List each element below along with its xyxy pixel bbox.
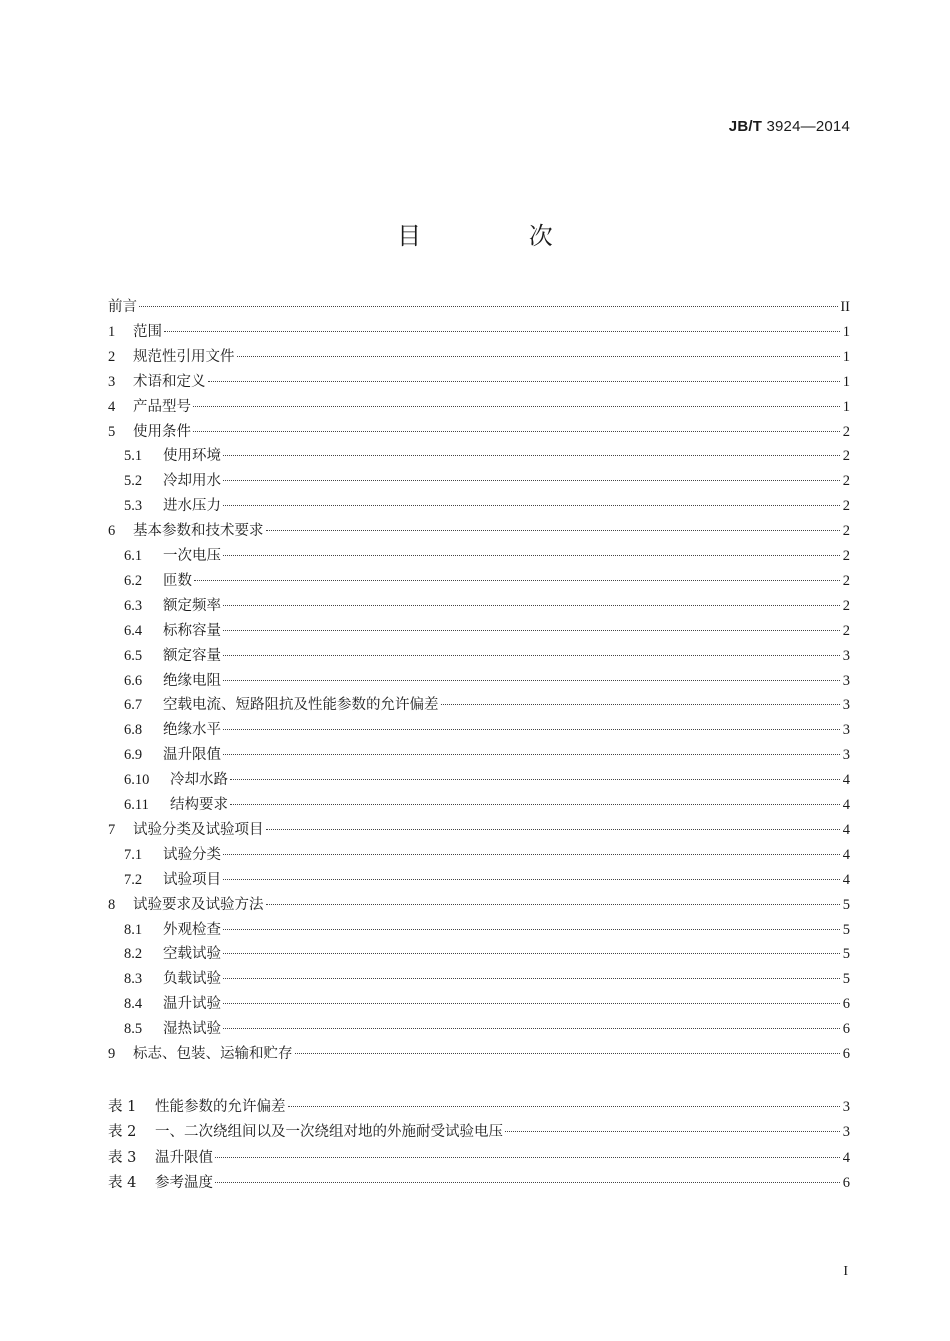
toc-entry[interactable] bbox=[108, 421, 850, 443]
toc-entry-label: 标志、包装、运输和贮存 bbox=[133, 1046, 293, 1062]
toc-entry-number: 6 bbox=[108, 523, 116, 540]
toc-entry-label: 试验要求及试验方法 bbox=[133, 896, 264, 913]
dot-leader bbox=[223, 977, 840, 979]
toc-entry-page: 4 bbox=[842, 772, 850, 789]
dot-leader bbox=[230, 778, 840, 780]
toc-entry-page: 1 bbox=[842, 398, 850, 415]
toc-entry-label: 进水压力 bbox=[163, 498, 221, 515]
toc-entry[interactable] bbox=[108, 296, 850, 318]
toc-entry-page: 2 bbox=[842, 448, 850, 465]
dot-leader bbox=[223, 654, 840, 656]
toc-entry[interactable] bbox=[108, 869, 850, 891]
toc-entry-label: 空载电流、短路阻抗及性能参数的允许偏差 bbox=[163, 697, 439, 714]
toc-entry[interactable] bbox=[108, 919, 850, 941]
toc-entry[interactable] bbox=[108, 1147, 850, 1169]
toc-entry-number: 6.3 bbox=[124, 597, 143, 614]
toc-entry-page: 3 bbox=[842, 747, 850, 764]
toc-entry-label: 试验分类 bbox=[163, 846, 221, 863]
dot-leader bbox=[215, 1181, 840, 1183]
toc-entry-number: 6.8 bbox=[124, 722, 143, 739]
toc-entry-page: 3 bbox=[842, 647, 850, 664]
toc-entry[interactable] bbox=[108, 321, 850, 343]
toc-entry[interactable] bbox=[108, 744, 850, 766]
toc-entry-number: 6.2 bbox=[124, 572, 143, 589]
toc-entry[interactable] bbox=[108, 1096, 850, 1118]
dot-leader bbox=[223, 454, 840, 456]
toc-entry-number: 7 bbox=[108, 821, 116, 838]
dot-leader bbox=[223, 878, 840, 880]
toc-entry[interactable] bbox=[108, 844, 850, 866]
toc-entry[interactable] bbox=[108, 943, 850, 965]
toc-entry-number: 6.5 bbox=[124, 647, 143, 664]
page-folio: I bbox=[843, 1264, 848, 1279]
dot-leader bbox=[266, 828, 841, 830]
dot-leader bbox=[193, 405, 840, 407]
toc-entry-label: 试验项目 bbox=[163, 871, 221, 888]
toc-entry-label: 一、二次绕组间以及一次绕组对地的外施耐受试验电压 bbox=[155, 1124, 503, 1141]
toc-entry[interactable] bbox=[108, 346, 850, 368]
toc-entry-number: 5.1 bbox=[124, 448, 143, 465]
toc-entry-number: 6.11 bbox=[124, 797, 149, 813]
toc-entry-page: 6 bbox=[842, 996, 850, 1013]
toc-entry-page: 3 bbox=[842, 697, 850, 714]
toc-entry-number: 6.1 bbox=[124, 548, 143, 564]
toc-entry-label: 绝缘电阻 bbox=[163, 672, 221, 689]
toc-entry-label: 湿热试验 bbox=[163, 1021, 221, 1038]
toc-entry-number: 8.3 bbox=[124, 971, 143, 988]
dot-leader bbox=[164, 330, 840, 332]
toc-entry[interactable] bbox=[108, 595, 850, 617]
toc-entry-number: 8 bbox=[108, 896, 116, 913]
dot-leader bbox=[230, 803, 840, 805]
dot-leader bbox=[295, 1052, 841, 1054]
toc-entry-page: 6 bbox=[842, 1021, 850, 1038]
toc-entry[interactable] bbox=[108, 1121, 850, 1143]
dot-leader bbox=[237, 355, 841, 357]
toc-entry-page: II bbox=[840, 299, 850, 315]
dot-leader bbox=[223, 604, 840, 606]
toc-entry-page: 2 bbox=[842, 423, 850, 440]
toc-entry-number: 8.1 bbox=[124, 921, 143, 938]
toc-entry[interactable] bbox=[108, 719, 850, 741]
toc-entry-number: 5.2 bbox=[124, 473, 143, 490]
toc-entry-label: 空载试验 bbox=[163, 946, 221, 963]
dot-leader bbox=[223, 679, 840, 681]
toc-entry-number: 表 4 bbox=[108, 1174, 137, 1191]
dot-leader bbox=[223, 853, 840, 855]
toc-entry-page: 4 bbox=[842, 797, 850, 813]
toc-entry-page: 2 bbox=[842, 597, 850, 614]
toc-entry-number: 6.9 bbox=[124, 747, 143, 764]
toc-entry-page: 2 bbox=[842, 622, 850, 639]
toc-entry[interactable] bbox=[108, 1018, 850, 1040]
dot-leader bbox=[208, 380, 841, 382]
dot-leader bbox=[223, 1027, 840, 1029]
toc-entry-number: 6.7 bbox=[124, 697, 143, 714]
toc-entry[interactable] bbox=[108, 495, 850, 517]
toc-entry-label: 负载试验 bbox=[163, 971, 221, 988]
standard-code-prefix: JB/T bbox=[728, 118, 763, 135]
toc-entry-label: 标称容量 bbox=[163, 622, 221, 639]
toc-entry-number: 5.3 bbox=[124, 498, 143, 515]
toc-entry-number: 5 bbox=[108, 423, 116, 440]
toc-entry-page: 3 bbox=[842, 722, 850, 739]
toc-entry[interactable] bbox=[108, 993, 850, 1015]
toc-entry-number: 9 bbox=[108, 1046, 116, 1062]
toc-entry[interactable] bbox=[108, 570, 850, 592]
toc-entry[interactable] bbox=[108, 470, 850, 492]
toc-entry[interactable] bbox=[108, 545, 850, 567]
toc-entry-label: 使用环境 bbox=[163, 448, 221, 465]
dot-leader bbox=[266, 903, 841, 905]
toc-entry-label: 温升限值 bbox=[155, 1149, 213, 1166]
dot-leader bbox=[223, 479, 840, 481]
toc-entry-label: 额定频率 bbox=[163, 597, 221, 614]
toc-entry[interactable] bbox=[108, 968, 850, 990]
toc-entry-number: 8.5 bbox=[124, 1021, 143, 1038]
dot-leader bbox=[194, 579, 840, 581]
toc-entry[interactable] bbox=[108, 769, 850, 791]
toc-entry-label: 外观检查 bbox=[163, 921, 221, 938]
toc-entry-label: 试验分类及试验项目 bbox=[133, 821, 264, 838]
toc-entry-page: 5 bbox=[842, 896, 850, 913]
toc-entry-page: 1 bbox=[842, 323, 850, 340]
toc-entry-number: 6.10 bbox=[124, 772, 150, 789]
toc-entry[interactable] bbox=[108, 894, 850, 916]
toc-entry-page: 5 bbox=[842, 946, 850, 963]
dot-leader bbox=[266, 529, 841, 531]
page-title: 目 次 bbox=[397, 222, 603, 250]
standard-code-number: 3924—2014 bbox=[762, 118, 850, 135]
toc-entry-number: 3 bbox=[108, 373, 116, 390]
toc-entry[interactable] bbox=[108, 1172, 850, 1194]
toc-entry-label: 冷却水路 bbox=[170, 772, 228, 789]
toc-entry-page: 3 bbox=[842, 1124, 850, 1141]
dot-leader bbox=[215, 1156, 840, 1158]
toc-entry-page: 4 bbox=[842, 1149, 850, 1166]
toc-entry-label: 一次电压 bbox=[163, 548, 221, 564]
toc-entry-label: 术语和定义 bbox=[133, 373, 206, 390]
toc-entry-number: 表 2 bbox=[108, 1124, 137, 1141]
toc-entry-page: 2 bbox=[842, 523, 850, 540]
toc-entry-label: 使用条件 bbox=[133, 423, 191, 440]
toc-entry-page: 2 bbox=[842, 498, 850, 515]
toc-entry[interactable] bbox=[108, 819, 850, 841]
toc-entry-page: 3 bbox=[842, 672, 850, 689]
dot-leader bbox=[223, 629, 840, 631]
toc-entry-page: 4 bbox=[842, 821, 850, 838]
toc-entry[interactable] bbox=[108, 794, 850, 816]
dot-leader bbox=[288, 1105, 841, 1107]
toc-entry[interactable] bbox=[108, 694, 850, 716]
toc-entry-number: 表 3 bbox=[108, 1149, 137, 1166]
dot-leader bbox=[223, 928, 840, 930]
toc-entry[interactable] bbox=[108, 620, 850, 642]
toc-entry-number: 7.2 bbox=[124, 871, 143, 888]
toc-entry-label: 额定容量 bbox=[163, 647, 221, 664]
toc-entry-number: 4 bbox=[108, 398, 116, 415]
toc-entry-page: 3 bbox=[842, 1099, 850, 1115]
toc-entry-label: 温升试验 bbox=[163, 996, 221, 1013]
toc-entry-page: 5 bbox=[842, 971, 850, 988]
toc-entry-label: 冷却用水 bbox=[163, 473, 221, 490]
toc-entry-label: 范围 bbox=[133, 323, 162, 340]
dot-leader bbox=[223, 728, 840, 730]
toc-entry-number: 1 bbox=[108, 323, 116, 340]
toc-entry[interactable] bbox=[108, 396, 850, 418]
toc-entry-label: 匝数 bbox=[163, 572, 192, 589]
toc-entry-label: 规范性引用文件 bbox=[133, 348, 235, 365]
dot-leader bbox=[223, 952, 840, 954]
toc-entry-number: 8.4 bbox=[124, 996, 143, 1013]
toc-entry-page: 2 bbox=[842, 548, 850, 564]
toc-entry[interactable] bbox=[108, 445, 850, 467]
toc-entry-number: 2 bbox=[108, 348, 116, 365]
toc-entry-page: 6 bbox=[842, 1174, 850, 1191]
toc-entry[interactable] bbox=[108, 520, 850, 542]
toc-entry-number: 8.2 bbox=[124, 946, 143, 963]
toc-entry[interactable] bbox=[108, 1043, 850, 1065]
toc-entry-number: 6.4 bbox=[124, 622, 143, 639]
toc-entry-number: 6.6 bbox=[124, 672, 143, 689]
toc-entry-page: 1 bbox=[842, 348, 850, 365]
toc-entry-label: 前言 bbox=[108, 299, 137, 315]
dot-leader bbox=[193, 430, 840, 432]
toc-entry-page: 6 bbox=[842, 1046, 850, 1062]
dot-leader bbox=[223, 1002, 840, 1004]
toc-entry-page: 2 bbox=[842, 572, 850, 589]
toc-entry-label: 性能参数的允许偏差 bbox=[155, 1099, 286, 1115]
dot-leader bbox=[223, 753, 840, 755]
toc-entry[interactable] bbox=[108, 371, 850, 393]
toc-entry-page: 4 bbox=[842, 871, 850, 888]
toc-entry-number: 表 1 bbox=[108, 1099, 137, 1115]
toc-entry-label: 绝缘水平 bbox=[163, 722, 221, 739]
toc-entry-label: 产品型号 bbox=[133, 398, 191, 415]
toc-entry-page: 4 bbox=[842, 846, 850, 863]
toc-entry-page: 1 bbox=[842, 373, 850, 390]
toc-entry-label: 温升限值 bbox=[163, 747, 221, 764]
dot-leader bbox=[223, 554, 840, 556]
dot-leader bbox=[505, 1130, 840, 1132]
toc-entry-label: 结构要求 bbox=[170, 797, 228, 813]
dot-leader bbox=[223, 504, 840, 506]
dot-leader bbox=[139, 305, 838, 307]
toc-entry-number: 7.1 bbox=[124, 846, 143, 863]
toc-entry-page: 2 bbox=[842, 473, 850, 490]
standard-code bbox=[729, 118, 850, 135]
toc-entry-label: 基本参数和技术要求 bbox=[133, 523, 264, 540]
toc-entry-label: 参考温度 bbox=[155, 1174, 213, 1191]
toc-entry-page: 5 bbox=[842, 921, 850, 938]
toc-entry[interactable] bbox=[108, 645, 850, 667]
toc-entry[interactable] bbox=[108, 670, 850, 692]
dot-leader bbox=[441, 703, 841, 705]
